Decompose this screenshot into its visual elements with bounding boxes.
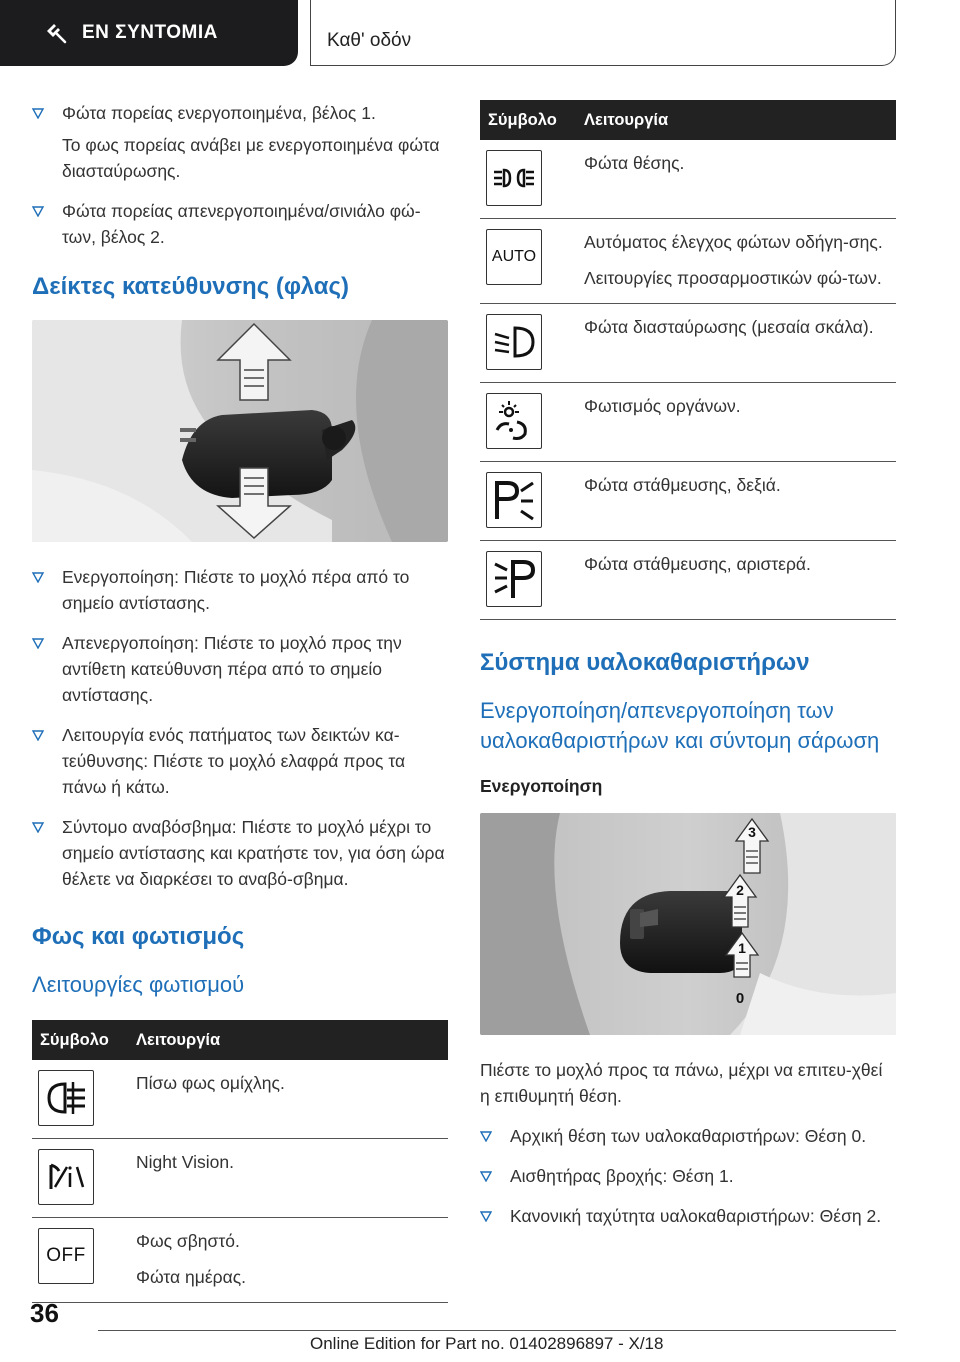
page-number: 36 <box>30 1298 59 1328</box>
left-column <box>32 100 448 1311</box>
wiper-lever-figure <box>480 813 896 1035</box>
heading-turn-signals: Δείκτες κατεύθυνσης (φλας) <box>32 273 350 300</box>
tab-on-the-road-label: Καθ' οδόν <box>327 30 412 51</box>
tab-quick-reference-label: ΕΝ ΣΥΝΤΟΜΙΑ <box>82 22 218 43</box>
table-row: AUTO Αυτόματος έλεγχος φώτων οδήγη-σης. Λειτουργίες προσαρμοστικών φώ-των. <box>480 219 896 304</box>
off-icon: OFF <box>38 1228 94 1284</box>
col-symbol-header: Σύμβολο <box>480 100 578 140</box>
table-row: Φώτα στάθμευσης, δεξιά. <box>480 462 896 541</box>
paragraph: Το φως πορείας ανάβει με ενεργοποιημένα φώτα διασταύρωσης. <box>62 135 440 181</box>
bullet-triangle-icon <box>32 572 44 583</box>
col-symbol-header: Σύμβολο <box>32 1020 130 1060</box>
bullet-triangle-icon <box>480 1171 492 1182</box>
col-function-header: Λειτουργία <box>578 100 896 140</box>
subheading-wiper-activation: Ενεργοποίηση/απενεργοποίηση των υαλοκαθαριστήρων και σύντομη σάρωση <box>480 698 880 753</box>
turn-signal-lever-figure <box>32 320 448 542</box>
position-0-label: 0 <box>735 990 745 1007</box>
bullet-triangle-icon <box>32 108 44 119</box>
lighting-symbols-table <box>480 100 896 620</box>
table-row: Night Vision. <box>32 1139 448 1218</box>
list-item: Σύντομο αναβόσβημα: Πιέστε το μοχλό μέχρι το σημείο αντίστασης και κρατήστε τον, για όση ώρα θέλετε να διαρκέσει το αναβό-σβημα. <box>32 814 448 892</box>
instrument-lighting-icon <box>486 393 542 449</box>
rear-fog-icon <box>38 1070 94 1126</box>
low-beam-icon <box>486 314 542 370</box>
list-item: Αρχική θέση των υαλοκαθαριστήρων: Θέση 0. <box>480 1123 896 1149</box>
night-vision-icon <box>38 1149 94 1205</box>
footer-edition: Online Edition for Part no. 01402896897 - X/18 <box>310 1334 664 1353</box>
heading-lights: Φως και φωτισμός <box>32 923 245 950</box>
table-row: OFF Φως σβηστό. Φώτα ημέρας. <box>32 1218 448 1303</box>
table-row: Φώτα θέσης. <box>480 140 896 219</box>
table-row: Φώτα διασταύρωσης (μεσαία σκάλα). <box>480 304 896 383</box>
position-3-label: 3 <box>748 824 756 840</box>
footer-divider <box>98 1330 896 1331</box>
position-2-label: 2 <box>736 882 744 898</box>
label-activation: Ενεργοποίηση <box>480 776 603 796</box>
position-1-label: 1 <box>738 940 746 956</box>
paragraph: Πιέστε το μοχλό προς τα πάνω, μέχρι να επιτευ-χθεί η επιθυμητή θέση. <box>480 1060 883 1106</box>
list-item: Φώτα πορείας απενεργοποιημένα/σινιάλο φώ-των, βέλος 2. <box>32 198 448 250</box>
tab-on-the-road[interactable] <box>310 0 896 66</box>
bullet-triangle-icon <box>32 206 44 217</box>
table-header-row <box>480 100 896 140</box>
bullet-triangle-icon <box>32 638 44 649</box>
table-row: Φώτα στάθμευσης, αριστερά. <box>480 541 896 620</box>
list-item: Αισθητήρας βροχής: Θέση 1. <box>480 1163 896 1189</box>
bullet-triangle-icon <box>32 730 44 741</box>
list-item: Λειτουργία ενός πατήματος των δεικτών κα-τεύθυνσης: Πιέστε το μοχλό ελαφρά προς τα πάνω ή κάτω. <box>32 722 448 800</box>
col-function-header: Λειτουργία <box>130 1020 448 1060</box>
bullet-triangle-icon <box>480 1131 492 1142</box>
page-header <box>0 0 960 66</box>
list-item: Ενεργοποίηση: Πιέστε το μοχλό πέρα από το σημείο αντίστασης. <box>32 564 448 616</box>
heading-wiper-system: Σύστημα υαλοκαθαριστήρων <box>480 649 810 676</box>
list-item: Φώτα πορείας ενεργοποιημένα, βέλος 1. <box>32 100 448 126</box>
position-lights-icon <box>486 150 542 206</box>
bullet-triangle-icon <box>32 822 44 833</box>
table-row: Πίσω φως ομίχλης. <box>32 1060 448 1139</box>
tab-quick-reference[interactable] <box>0 0 298 66</box>
right-column <box>480 100 896 1243</box>
table-row: Φωτισμός οργάνων. <box>480 383 896 462</box>
parking-right-icon <box>486 472 542 528</box>
parking-left-icon <box>486 551 542 607</box>
lighting-functions-table <box>32 1020 448 1303</box>
auto-icon: AUTO <box>486 229 542 285</box>
subheading-lighting-functions: Λειτουργίες φωτισμού <box>32 972 245 997</box>
table-header-row <box>32 1020 448 1060</box>
list-item: Απενεργοποίηση: Πιέστε το μοχλό προς την αντίθετη κατεύθυνση πέρα από το σημείο αντίστασης. <box>32 630 448 708</box>
car-key-icon <box>44 21 68 45</box>
bullet-triangle-icon <box>480 1211 492 1222</box>
list-item: Κανονική ταχύτητα υαλοκαθαριστήρων: Θέση 2. <box>480 1203 896 1229</box>
